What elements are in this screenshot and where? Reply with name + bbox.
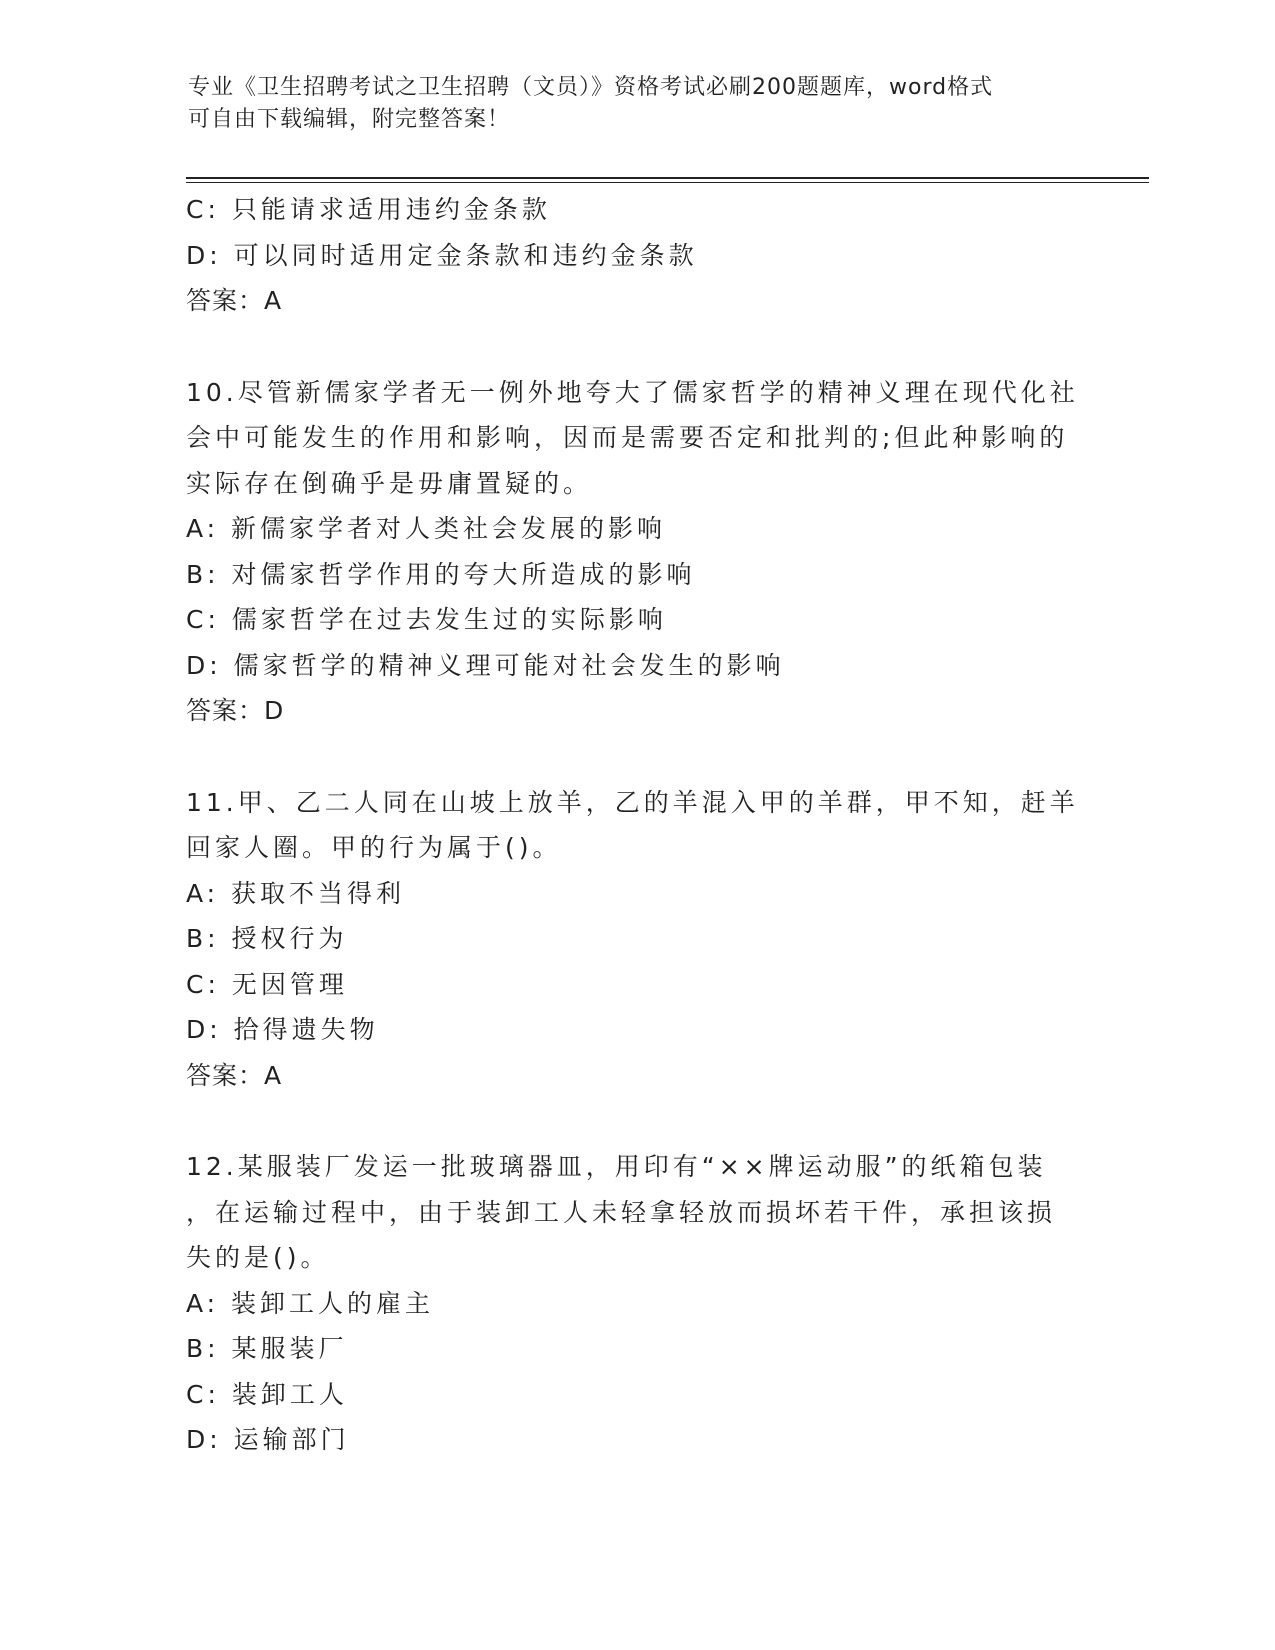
question-text-line: 10.尽管新儒家学者无一例外地夸大了儒家哲学的精神义理在现代化社 — [186, 377, 1079, 407]
answer-label: 答案：A — [186, 286, 283, 315]
question-10 — [186, 370, 1086, 734]
question-12 — [186, 1144, 1086, 1463]
question-text — [186, 1144, 1086, 1281]
option-b: B: 对儒家哲学作用的夸大所造成的影响 — [186, 559, 696, 589]
header-divider-thin — [186, 182, 1149, 183]
question-11 — [186, 780, 1086, 1099]
header-divider-thick — [186, 177, 1149, 179]
question-text-line: 12.某服装厂发运一批玻璃器皿，用印有“××牌运动服”的纸箱包装 — [186, 1152, 1047, 1181]
option-c: C: 无因管理 — [186, 969, 348, 999]
option-b: B: 授权行为 — [186, 924, 348, 953]
answer-label: 答案：D — [186, 696, 285, 725]
option-c: C: 装卸工人 — [186, 1379, 348, 1409]
question-text-line: 失的是()。 — [186, 1243, 330, 1272]
option-c: C: 儒家哲学在过去发生过的实际影响 — [186, 605, 667, 634]
question-text — [186, 780, 1086, 871]
option-b: B: 某服装厂 — [186, 1334, 348, 1363]
question-text-line: ，在运输过程中，由于装卸工人未轻拿轻放而损坏若干件，承担该损 — [186, 1197, 1057, 1227]
option-d: D: 运输部门 — [186, 1425, 350, 1454]
option-d: D: 儒家哲学的精神义理可能对社会发生的影响 — [186, 650, 785, 680]
option-d: D: 可以同时适用定金条款和违约金条款 — [186, 240, 698, 270]
header-line-1: 专业《卫生招聘考试之卫生招聘（文员）》资格考试必刷200题题库，word格式 — [188, 75, 994, 100]
option-a: A: 获取不当得利 — [186, 878, 406, 908]
question-text — [186, 370, 1086, 507]
question-text-line: 实际存在倒确乎是毋庸置疑的。 — [186, 468, 593, 498]
document-body — [186, 187, 1086, 1463]
question-text-line: 会中可能发生的作用和影响，因而是需要否定和批判的;但此种影响的 — [186, 423, 1069, 452]
header-line-2: 可自由下载编辑，附完整答案！ — [188, 107, 511, 132]
question-text-line: 回家人圈。甲的行为属于()。 — [186, 833, 562, 862]
option-d: D: 拾得遗失物 — [186, 1015, 379, 1044]
option-a: A: 装卸工人的雇主 — [186, 1288, 435, 1318]
answer-label: 答案：A — [186, 1060, 283, 1090]
option-a: A: 新儒家学者对人类社会发展的影响 — [186, 514, 667, 543]
option-c: C: 只能请求适用违约金条款 — [186, 195, 551, 224]
document-header — [188, 72, 1068, 136]
question-text-line: 11.甲、乙二人同在山坡上放羊，乙的羊混入甲的羊群，甲不知，赶羊 — [186, 787, 1079, 817]
question-9-continued — [186, 187, 1086, 324]
